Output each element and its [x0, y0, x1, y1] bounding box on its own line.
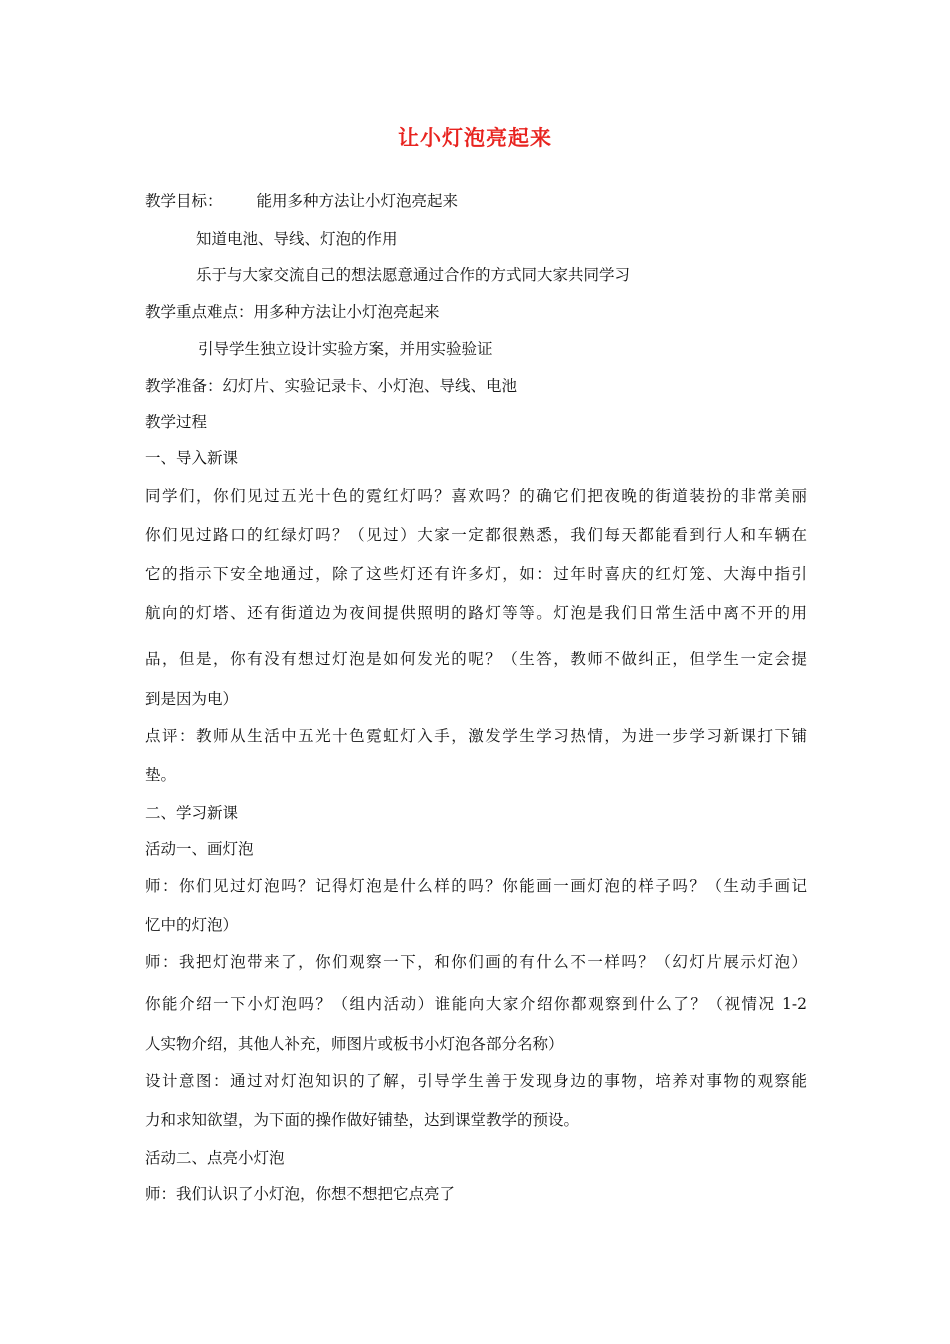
activity1-heading: 活动一、画灯泡	[145, 840, 254, 858]
activity1-line: 人实物介绍，其他人补充，师图片或板书小灯泡各部分名称）	[145, 1035, 564, 1053]
goal-item-2: 知道电池、导线、灯泡的作用	[196, 230, 398, 248]
section2-heading: 二、学习新课	[145, 804, 239, 822]
section1-paragraph-line: 航向的灯塔、还有街道边为夜间提供照明的路灯等等。灯泡是我们日常生活中离不开的用	[145, 604, 807, 622]
goals-label: 教学目标：	[145, 192, 223, 210]
goal-item-1: 能用多种方法让小灯泡亮起来	[256, 192, 459, 210]
section1-comment-line: 点评：教师从生活中五光十色霓虹灯入手，激发学生学习热情，为进一步学习新课打下铺	[145, 727, 807, 745]
activity2-heading: 活动二、点亮小灯泡	[145, 1149, 285, 1167]
preparation-line: 教学准备：幻灯片、实验记录卡、小灯泡、导线、电池	[145, 377, 518, 395]
goal-item-3: 乐于与大家交流自己的想法愿意通过合作的方式同大家共同学习	[196, 266, 631, 284]
activity1-line: 师：我把灯泡带来了，你们观察一下，和你们画的有什么不一样吗？（幻灯片展示灯泡）	[145, 953, 807, 971]
section1-paragraph-line: 品，但是，你有没有想过灯泡是如何发光的呢？（生答，教师不做纠正，但学生一定会提	[145, 650, 807, 668]
process-heading: 教学过程	[145, 413, 208, 431]
activity1-line: 忆中的灯泡）	[145, 916, 239, 934]
activity2-line: 师：我们认识了小灯泡，你想不想把它点亮了	[145, 1185, 456, 1203]
key-points-detail: 引导学生独立设计实验方案，并用实验验证	[198, 340, 493, 358]
key-points-line: 教学重点难点：用多种方法让小灯泡亮起来	[145, 303, 440, 321]
activity1-line: 你能介绍一下小灯泡吗？（组内活动）谁能向大家介绍你都观察到什么了？（视情况 1-2	[145, 995, 807, 1013]
section1-paragraph-line: 同学们，你们见过五光十色的霓红灯吗？喜欢吗？的确它们把夜晚的街道装扮的非常美丽	[145, 487, 807, 505]
section1-comment-line: 垫。	[145, 766, 177, 784]
section1-paragraph-line: 到是因为电）	[145, 690, 239, 708]
document-title: 让小灯泡亮起来	[398, 125, 552, 150]
section1-paragraph-line: 它的指示下安全地通过，除了这些灯还有许多灯，如：过年时喜庆的红灯笼、大海中指引	[145, 565, 807, 583]
activity1-design-line: 设计意图：通过对灯泡知识的了解，引导学生善于发现身边的事物，培养对事物的观察能	[145, 1072, 807, 1090]
goals-line	[145, 191, 458, 211]
section1-paragraph-line: 你们见过路口的红绿灯吗？（见过）大家一定都很熟悉，我们每天都能看到行人和车辆在	[145, 526, 807, 544]
activity1-line: 师：你们见过灯泡吗？记得灯泡是什么样的吗？你能画一画灯泡的样子吗？（生动手画记	[145, 877, 807, 895]
section1-heading: 一、导入新课	[145, 449, 239, 467]
activity1-design-line: 力和求知欲望，为下面的操作做好铺垫，达到课堂教学的预设。	[145, 1111, 580, 1129]
